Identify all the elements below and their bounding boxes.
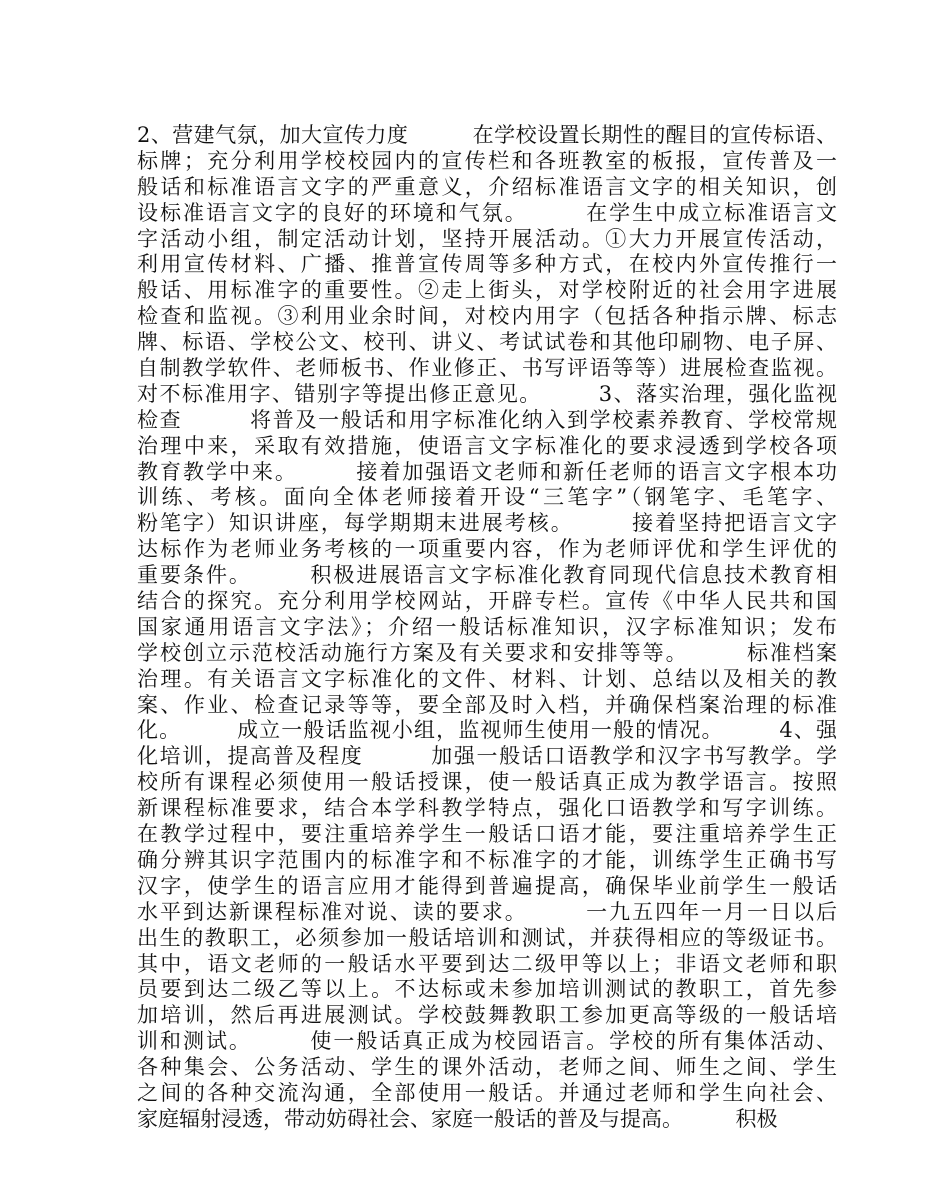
text-line: 之间的各种交流沟通，全部使用一般话。并通过老师和学生向社会、 [137, 1080, 837, 1105]
text-line: 确分辨其识字范围内的标准字和不标准字的才能，训练学生正确书写 [137, 847, 837, 872]
text-line: 般话和标准语言文字的严重意义，介绍标准语言文字的相关知识，创 [137, 174, 837, 199]
text-line: 治理中来，采取有效措施，使语言文字标准化的要求浸透到学校各项 [137, 433, 837, 458]
text-line: 般话、用标准字的重要性。②走上街头，对学校附近的社会用字进展 [137, 278, 837, 303]
text-line: 加培训，然后再进展测试。学校鼓舞教职工参加更高等级的一般话培 [137, 1003, 837, 1028]
text-line: 标牌；充分利用学校校园内的宣传栏和各班教室的板报，宣传普及一 [137, 148, 837, 173]
text-line: 家庭辐射浸透，带动妨碍社会、家庭一般话的普及与提高。 积极 [137, 1106, 778, 1131]
text-line: 化。 成立一般话监视小组，监视师生使用一般的情况。 4、强 [137, 718, 837, 743]
text-line: 训练、考核。面向全体老师接着开设“三笔字”（钢笔字、毛笔字、 [137, 485, 837, 510]
text-line: 各种集会、公务活动、学生的课外活动，老师之间、师生之间、学生 [137, 1055, 837, 1080]
text-line: 检查 将普及一般话和用字标准化纳入到学校素养教育、学校常规 [137, 407, 837, 432]
text-line: 新课程标准要求，结合本学科教学特点，强化口语教学和写字训练。 [137, 796, 837, 821]
text-line: 达标作为老师业务考核的一项重要内容，作为老师评优和学生评优的 [137, 537, 837, 562]
text-line: 利用宣传材料、广播、推普宣传周等多种方式，在校内外宣传推行一 [137, 252, 837, 277]
text-line: 字活动小组，制定活动计划，坚持开展活动。①大力开展宣传活动， [137, 226, 837, 251]
text-line: 学校创立示范校活动施行方案及有关要求和安排等等。 标准档案 [137, 640, 837, 665]
text-line: 员要到达二级乙等以上。不达标或未参加培训测试的教职工，首先参 [137, 977, 837, 1002]
text-line: 国家通用语言文字法》；介绍一般话标准知识，汉字标准知识；发布 [137, 614, 837, 639]
text-line: 重要条件。 积极进展语言文字标准化教育同现代信息技术教育相 [137, 563, 837, 588]
text-line: 其中，语文老师的一般话水平要到达二级甲等以上；非语文老师和职 [137, 951, 837, 976]
text-line: 设标准语言文字的良好的环境和气氛。 在学生中成立标准语言文 [137, 200, 837, 225]
text-line: 检查和监视。③利用业余时间，对校内用字（包括各种指示牌、标志 [137, 304, 837, 329]
text-line: 教育教学中来。 接着加强语文老师和新任老师的语言文字根本功 [137, 459, 837, 484]
text-line: 化培训，提高普及程度 加强一般话口语教学和汉字书写教学。学 [137, 744, 837, 769]
text-line: 案、作业、检查记录等等，要全部及时入档，并确保档案治理的标准 [137, 692, 837, 717]
text-line: 结合的探究。充分利用学校网站，开辟专栏。宣传《中华人民共和国 [137, 589, 837, 614]
text-line: 在教学过程中，要注重培养学生一般话口语才能，要注重培养学生正 [137, 822, 837, 847]
text-line: 汉字，使学生的语言应用才能得到普遍提高，确保毕业前学生一般话 [137, 873, 837, 898]
text-line: 粉笔字）知识讲座，每学期期末进展考核。 接着坚持把语言文字 [137, 511, 837, 536]
text-line: 水平到达新课程标准对说、读的要求。 一九五四年一月一日以后 [137, 899, 837, 924]
text-line: 牌、标语、学校公文、校刊、讲义、考试试卷和其他印刷物、电子屏、 [137, 330, 837, 355]
text-line: 2、营建气氛，加大宣传力度 在学校设置长期性的醒目的宣传标语、 [137, 123, 837, 147]
text-line: 自制教学软件、老师板书、作业修正、书写评语等等）进展检查监视。 [137, 356, 837, 381]
body-text [137, 123, 837, 1133]
text-line: 校所有课程必须使用一般话授课，使一般话真正成为教学语言。按照 [137, 770, 837, 795]
text-line: 出生的教职工，必须参加一般话培训和测试，并获得相应的等级证书。 [137, 925, 837, 950]
text-line: 训和测试。 使一般话真正成为校园语言。学校的所有集体活动、 [137, 1029, 837, 1054]
text-line: 对不标准用字、错别字等提出修正意见。 3、落实治理，强化监视 [137, 381, 837, 406]
text-line: 治理。有关语言文字标准化的文件、材料、计划、总结以及相关的教 [137, 666, 837, 691]
